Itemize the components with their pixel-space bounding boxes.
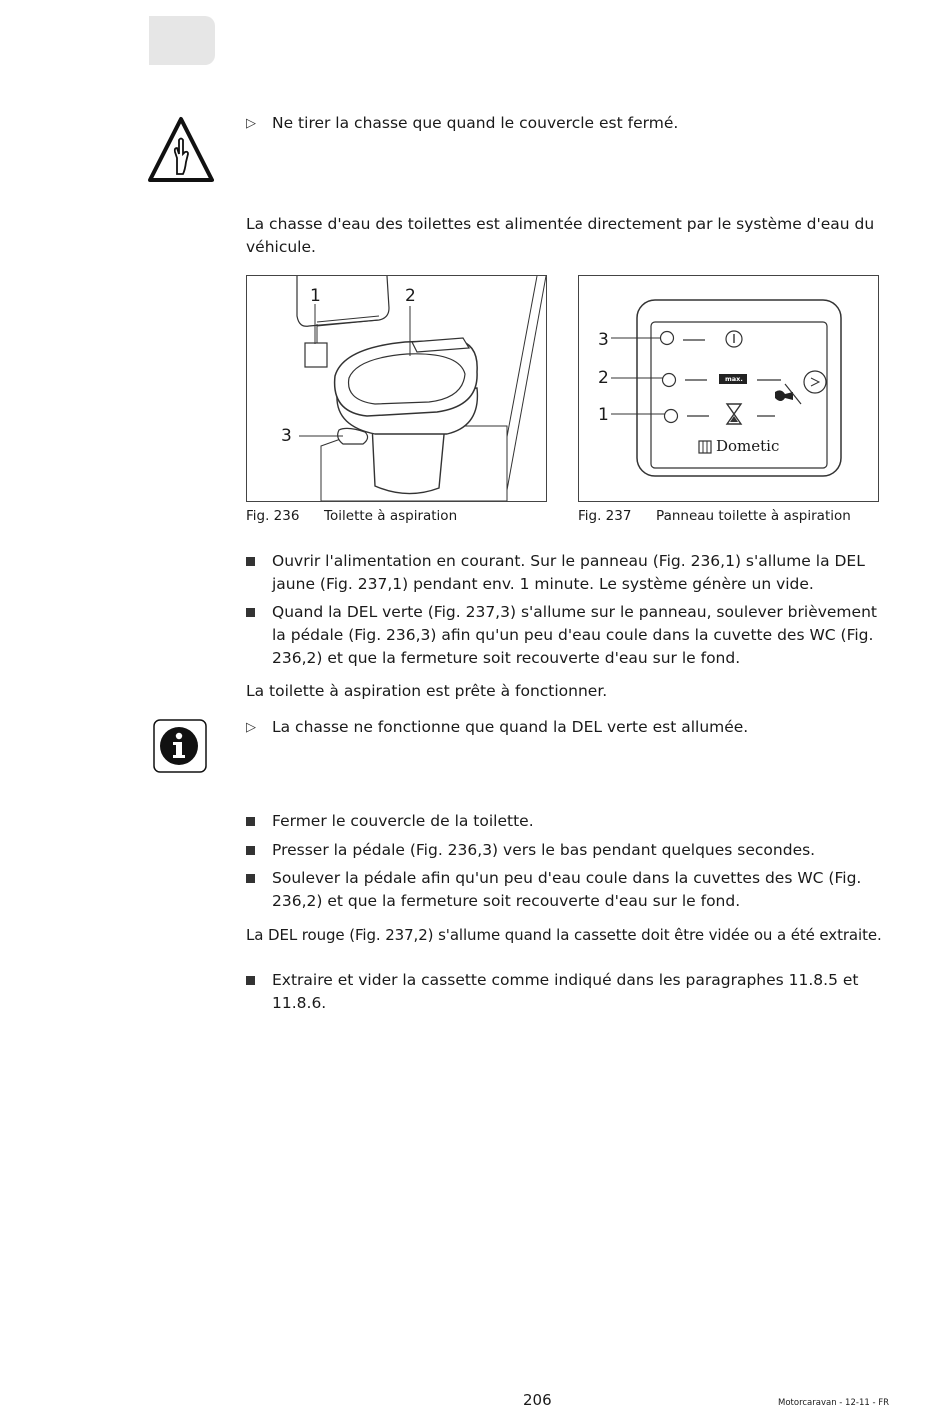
step-2-3 bbox=[246, 867, 878, 913]
info-line bbox=[246, 716, 878, 739]
step-text: Extraire et vider la cassette comme indiqué dans les paragraphes 11.8.5 et 11.8.6. bbox=[272, 971, 859, 1012]
panel-illustration bbox=[579, 276, 878, 501]
document-reference: Motorcaravan - 12-11 - FR bbox=[778, 1398, 890, 1408]
info-icon bbox=[153, 719, 207, 773]
figure-236-caption-number: Fig. 236 bbox=[246, 508, 300, 524]
step-2-2 bbox=[246, 839, 878, 862]
figure-236-caption-text: Toilette à aspiration bbox=[324, 508, 458, 524]
dometic-logo-text: Dometic bbox=[716, 437, 780, 455]
warning-icon bbox=[148, 116, 214, 182]
square-bullet-icon bbox=[246, 550, 266, 573]
intro-paragraph: La chasse d'eau des toilettes est alimentée directement par le système d'eau du véhicule. bbox=[246, 215, 875, 256]
step-text: Fermer le couvercle de la toilette. bbox=[272, 812, 534, 830]
step-text: Ouvrir l'alimentation en courant. Sur le panneau (Fig. 236,1) s'allume la DEL jaune (Fig. 237,1) pendant env. 1 minute. Le système génère un vide. bbox=[272, 552, 865, 593]
toilet-illustration bbox=[247, 276, 546, 501]
page-number: 206 bbox=[523, 1391, 552, 1409]
step-text: Soulever la pédale afin qu'un peu d'eau coule dans la cuvettes des WC (Fig. 236,2) et que la fermeture soit recouverte d'eau sur le fond. bbox=[272, 869, 862, 910]
triangle-bullet-icon: ▷ bbox=[246, 116, 256, 131]
square-bullet-icon bbox=[246, 810, 266, 833]
figure-236-caption bbox=[246, 508, 457, 524]
figure-237-label-1: 1 bbox=[598, 405, 609, 425]
square-bullet-icon bbox=[246, 839, 266, 862]
step-1-2 bbox=[246, 601, 878, 670]
red-led-text: La DEL rouge (Fig. 237,2) s'allume quand la cassette doit être vidée ou a été extraite. bbox=[246, 926, 882, 944]
figure-237-caption-text: Panneau toilette à aspiration bbox=[656, 508, 851, 524]
figure-236-label-2: 2 bbox=[405, 286, 416, 306]
max-label: max. bbox=[725, 375, 743, 383]
info-text: La chasse ne fonctionne que quand la DEL verte est allumée. bbox=[272, 718, 749, 736]
square-bullet-icon bbox=[246, 969, 266, 992]
figure-236-label-1: 1 bbox=[310, 286, 321, 306]
figure-237-label-3: 3 bbox=[598, 330, 609, 350]
figure-237-caption-number: Fig. 237 bbox=[578, 508, 632, 524]
warning-line bbox=[246, 112, 886, 135]
warning-text: Ne tirer la chasse que quand le couvercle est fermé. bbox=[272, 114, 679, 132]
step-1-1 bbox=[246, 550, 878, 596]
figure-237 bbox=[578, 275, 879, 502]
step-text: Quand la DEL verte (Fig. 237,3) s'allume sur le panneau, soulever brièvement la pédale (Fig. 236,3) afin qu'un peu d'eau coule dans la cuvette des WC (Fig. 236,2) et que la fermeture soit recouverte d'eau sur le fond. bbox=[272, 603, 877, 667]
step-3-1 bbox=[246, 969, 878, 1015]
triangle-bullet-icon: ▷ bbox=[246, 720, 256, 735]
square-bullet-icon bbox=[246, 867, 266, 890]
ready-text: La toilette à aspiration est prête à fonctionner. bbox=[246, 682, 608, 700]
figure-237-caption bbox=[578, 508, 851, 524]
step-2-1 bbox=[246, 810, 878, 833]
square-bullet-icon bbox=[246, 601, 266, 624]
chapter-tab bbox=[149, 16, 215, 65]
figure-236 bbox=[246, 275, 547, 502]
figure-237-label-2: 2 bbox=[598, 368, 609, 388]
step-text: Presser la pédale (Fig. 236,3) vers le bas pendant quelques secondes. bbox=[272, 841, 816, 859]
figure-236-label-3: 3 bbox=[281, 426, 292, 446]
